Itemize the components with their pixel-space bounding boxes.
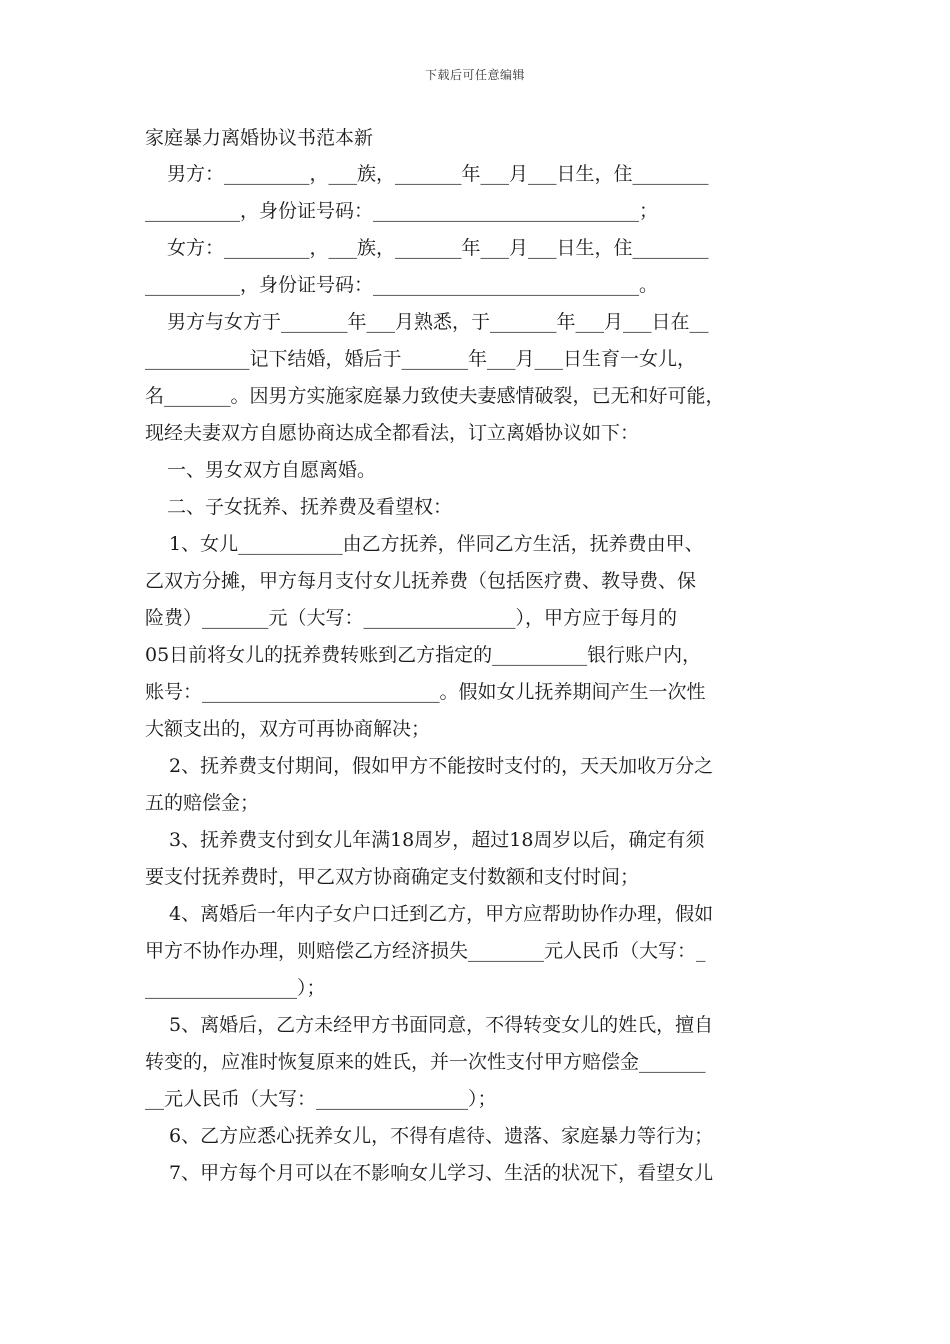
document-line: 男方：_________，___族，_______年___月___日生，住________ xyxy=(167,163,709,185)
document-line: 二、子女抚养、抚养费及看望权： xyxy=(167,496,453,518)
document-line: 大额支出的，双方可再协商解决； xyxy=(145,718,431,740)
document-line: ________________）； xyxy=(145,977,326,999)
document-line: __________，身份证号码：____________________________； xyxy=(145,200,659,222)
page-header-note: 下载后可任意编辑 xyxy=(424,68,525,82)
document-line: 一、男女双方自愿离婚。 xyxy=(167,459,377,481)
document-body xyxy=(145,120,820,1192)
document-line: 甲方不协作办理，则赔偿乙方经济损失________元人民币（大写：_ xyxy=(145,940,706,962)
document-line: 5、离婚后，乙方未经甲方书面同意，不得转变女儿的姓氏，擅自 xyxy=(169,1014,714,1036)
document-line: 账号：_________________________。假如女儿抚养期间产生一次性 xyxy=(145,681,706,703)
document-line: 现经夫妻双方自愿协商达成全都看法，订立离婚协议如下： xyxy=(145,422,640,444)
document-line: 1、女儿___________由乙方抚养，伴同乙方生活，抚养费由甲、 xyxy=(169,533,704,555)
document-line: 男方与女方于_______年___月熟悉，于_______年___月___日在__ xyxy=(167,311,709,333)
document-line: __________，身份证号码：____________________________。 xyxy=(145,274,659,296)
document-line: __元人民币（大写：________________）； xyxy=(145,1088,497,1110)
document-line: 4、离婚后一年内子女户口迁到乙方，甲方应帮助协作办理，假如 xyxy=(169,903,714,925)
document-line: 五的赔偿金； xyxy=(145,792,260,814)
document-line: 险费）_______元（大写：________________），甲方应于每月的 xyxy=(145,607,678,629)
document-line: 2、抚养费支付期间，假如甲方不能按时支付的，天天加收万分之 xyxy=(169,755,714,777)
document-line: 7、甲方每个月可以在不影响女儿学习、生活的状况下，看望女儿 xyxy=(169,1162,714,1184)
document-line: 名_______。因男方实施家庭暴力致使夫妻感情破裂，已无和好可能， xyxy=(145,385,725,407)
document-title: 家庭暴力离婚协议书范本新 xyxy=(145,127,374,149)
document-line: 女方：_________，___族，_______年___月___日生，住________ xyxy=(167,237,709,259)
document-line: 转变的，应准时恢复原来的姓氏，并一次性支付甲方赔偿金_______ xyxy=(145,1051,706,1073)
document-paragraphs xyxy=(145,156,820,1192)
document-line: 3、抚养费支付到女儿年满18周岁，超过18周岁以后，确定有须 xyxy=(169,829,705,851)
document-line: ___________记下结婚，婚后于_______年___月___日生育一女儿， xyxy=(145,348,697,370)
document-line: 05日前将女儿的抚养费转账到乙方指定的__________银行账户内， xyxy=(145,644,702,666)
document-line: 6、乙方应悉心抚养女儿，不得有虐待、遗落、家庭暴力等行为； xyxy=(169,1125,714,1147)
document-line: 要支付抚养费时，甲乙双方协商确定支付数额和支付时间； xyxy=(145,866,640,888)
document-line: 乙双方分摊，甲方每月支付女儿抚养费（包括医疗费、教导费、保 xyxy=(145,570,697,592)
